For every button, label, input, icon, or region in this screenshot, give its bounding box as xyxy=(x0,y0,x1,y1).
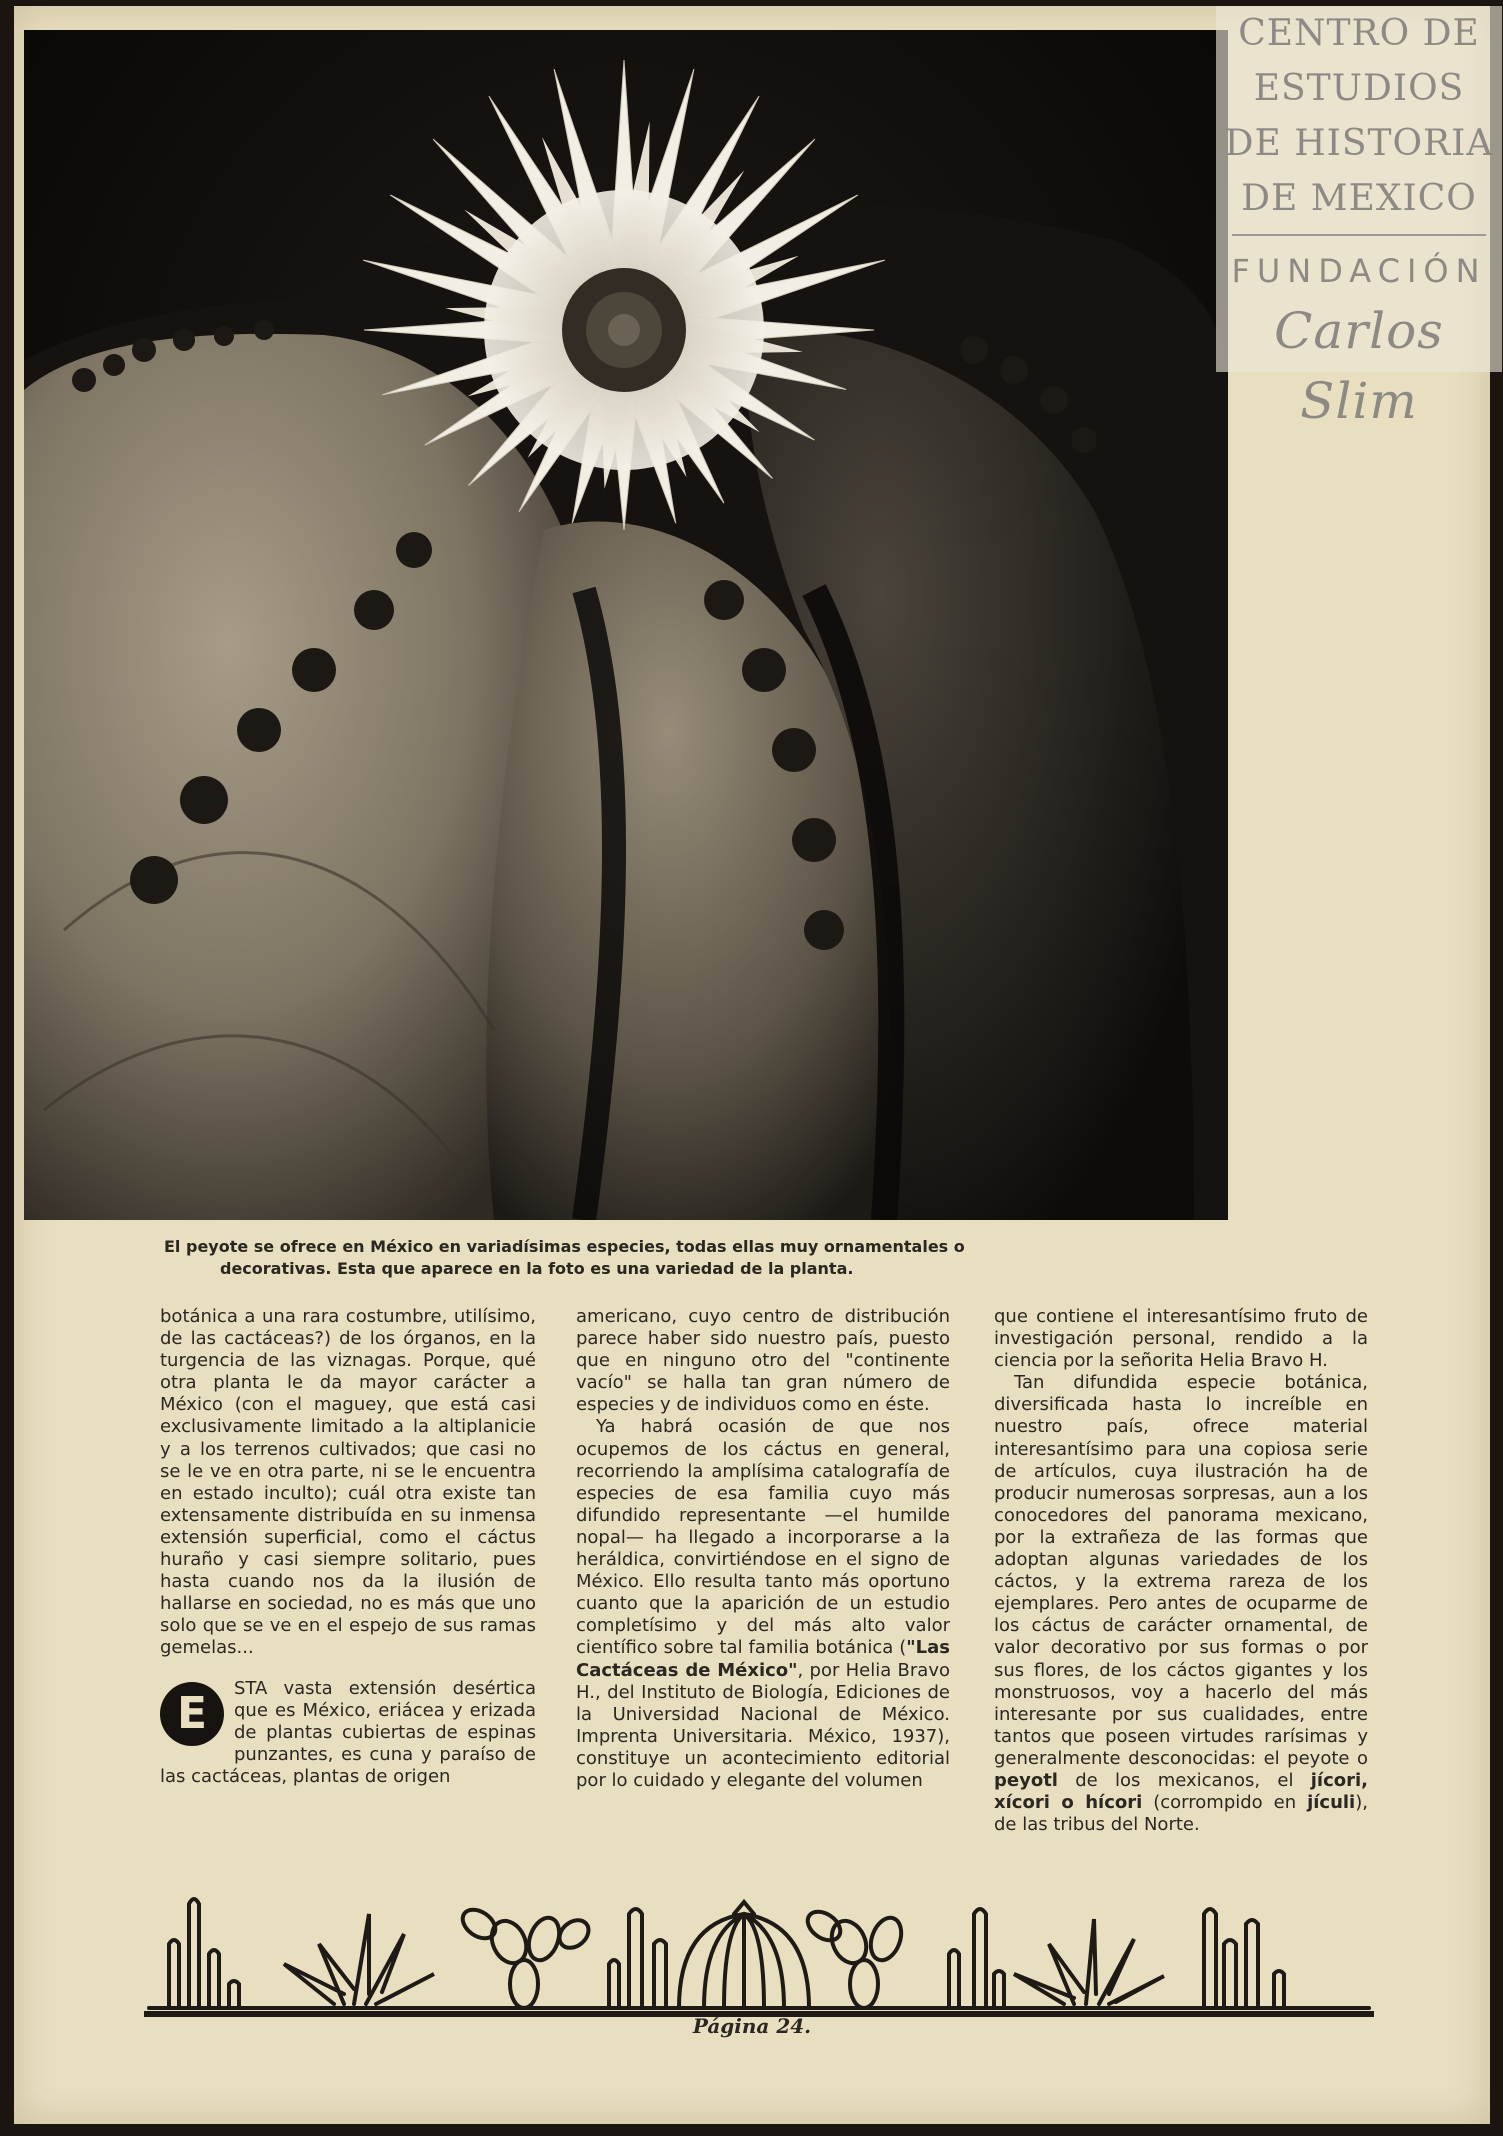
agave-icon xyxy=(1014,1919,1164,2004)
watermark-line-1: CENTRO DE xyxy=(1238,13,1480,54)
col3-paragraph-2 xyxy=(994,1372,1368,1836)
col2-paragraph-2 xyxy=(576,1416,950,1792)
column-cactus-icon xyxy=(1204,1909,1284,2008)
caption-line-2: decorativas. Esta que aparece en la foto es una variedad de la planta. xyxy=(220,1259,854,1278)
prickly-pear-icon xyxy=(802,1906,906,2008)
peyote-flower-image xyxy=(24,30,1228,1220)
term-peyotl: peyotl xyxy=(994,1769,1058,1791)
cactus-border-illustration xyxy=(144,1884,1374,2024)
term-jiculi: jículi xyxy=(1307,1792,1356,1814)
col1-paragraph-1: botánica a una rara costumbre, utilísimo, de las cactáceas?) de los órganos, en la turgencia de las viznagas. Porque, qué otra planta le da mayor carácter a México (con el maguey, que está casi exclusivamente limitado a la altiplanicie y a los terrenos cultivados; que casi no se le ve en otra parte, ni se le encuentra en estado inculto); cuál otra existe tan extensamente distribuída en su inmensa extensión superficial, como el cáctus huraño y casi siempre solitario, pues hasta cuando nos da la ilusión de hallarse en sociedad, no es más que uno solo que se ve en el espejo de sus ramas gemelas... xyxy=(160,1306,536,1659)
prickly-pear-icon xyxy=(457,1904,594,2008)
agave-icon xyxy=(284,1914,434,2004)
watermark-line-3: DE HISTORIA xyxy=(1224,123,1494,164)
barrel-cactus-icon xyxy=(679,1902,809,2008)
page-number: Página 24. xyxy=(692,2014,812,2038)
col3-text-c: (corrompido en xyxy=(1142,1792,1308,1814)
col2-paragraph-1: americano, cuyo centro de distribución parece haber sido nuestro país, puesto que en ninguno otro del "continente vacío" se halla tan gran número de especies y de individuos como en éste. xyxy=(576,1306,950,1416)
col1-paragraph-2 xyxy=(160,1678,536,1788)
col1-paragraph-2-text: STA vasta extensión desértica que es México, eriácea y erizada de plantas cubiertas de espinas punzantes, es cuna y paraíso de las cactáceas, plantas de origen xyxy=(160,1677,536,1787)
col3-paragraph-1: que contiene el interesantísimo fruto de investigación personal, rendido a la ciencia por la señorita Helia Bravo H. xyxy=(994,1306,1368,1372)
magazine-page xyxy=(14,6,1494,2124)
book-title: "Las Cactáceas de México" xyxy=(576,1637,950,1681)
watermark-divider xyxy=(1232,234,1486,236)
column-cactus-icon xyxy=(949,1909,1004,2008)
term-jicori: jícori, xícori o hícori xyxy=(994,1769,1368,1814)
col3-text-d: ), de las tribus del Norte. xyxy=(994,1792,1368,1836)
watermark-signature: Carlos Slim xyxy=(1274,302,1444,430)
col2-paragraph-2-start: Ya habrá ocasión de que nos ocupemos de los cáctus en general, recorriendo la amplísima catalografía de especies de esa familia cuyo más difundido representante —el humilde nopal— ha llegado a incorporarse a la heráldica, convirtiéndose en el signo de México. Ello resulta tanto más oportuno cuanto que la aparición de un estudio completísimo y del más alto valor científico sobre tal familia botánica ( xyxy=(576,1416,950,1659)
watermark-line-2: ESTUDIOS xyxy=(1253,68,1465,109)
article-column-2 xyxy=(576,1306,950,1792)
caption-line-1: El peyote se ofrece en México en variadísimas especies, todas ellas muy ornamentales o xyxy=(164,1237,965,1256)
watermark-line-4: DE MEXICO xyxy=(1241,178,1477,219)
peyote-photograph xyxy=(24,30,1228,1220)
watermark-foundation: FUNDACIÓN xyxy=(1231,252,1487,290)
col3-text-b: de los mexicanos, el xyxy=(1057,1769,1311,1791)
article-column-3 xyxy=(994,1306,1368,1836)
col2-paragraph-2-end: , por Helia Bravo H., del Instituto de Biología, Ediciones de la Universidad Nacional de México. Imprenta Universitaria. México, 1937), constituye un acontecimiento editorial por lo cuidado y elegante del volumen xyxy=(576,1659,950,1791)
column-cactus-icon xyxy=(609,1909,666,2008)
photo-caption xyxy=(164,1236,1114,1280)
column-cactus-icon xyxy=(169,1899,239,2008)
col3-text-a: Tan difundida especie botánica, diversificada hasta lo increíble en nuestro país, ofrece material interesantísimo para una copiosa serie de artículos, cuya ilustración ha de producir numerosas sorpresas, aun a los conocedores del panorama mexicano, por la extrañeza de las formas que adoptan algunas variedades de los cáctos, y la extrema rareza de los ejemplares. Pero antes de ocuparme de los cáctus de carácter ornamental, de valor decorativo por sus formas o por sus flores, de los cáctos gigantes y los monstruosos, voy a hacerlo del más interesante por sus cualidades, entre tantos que poseen virtudes rarísimas y generalmente desconocidas: el peyote o xyxy=(994,1372,1368,1769)
article-column-1 xyxy=(160,1306,536,1788)
dropcap-letter: E xyxy=(160,1682,224,1746)
archive-watermark xyxy=(1216,6,1502,430)
